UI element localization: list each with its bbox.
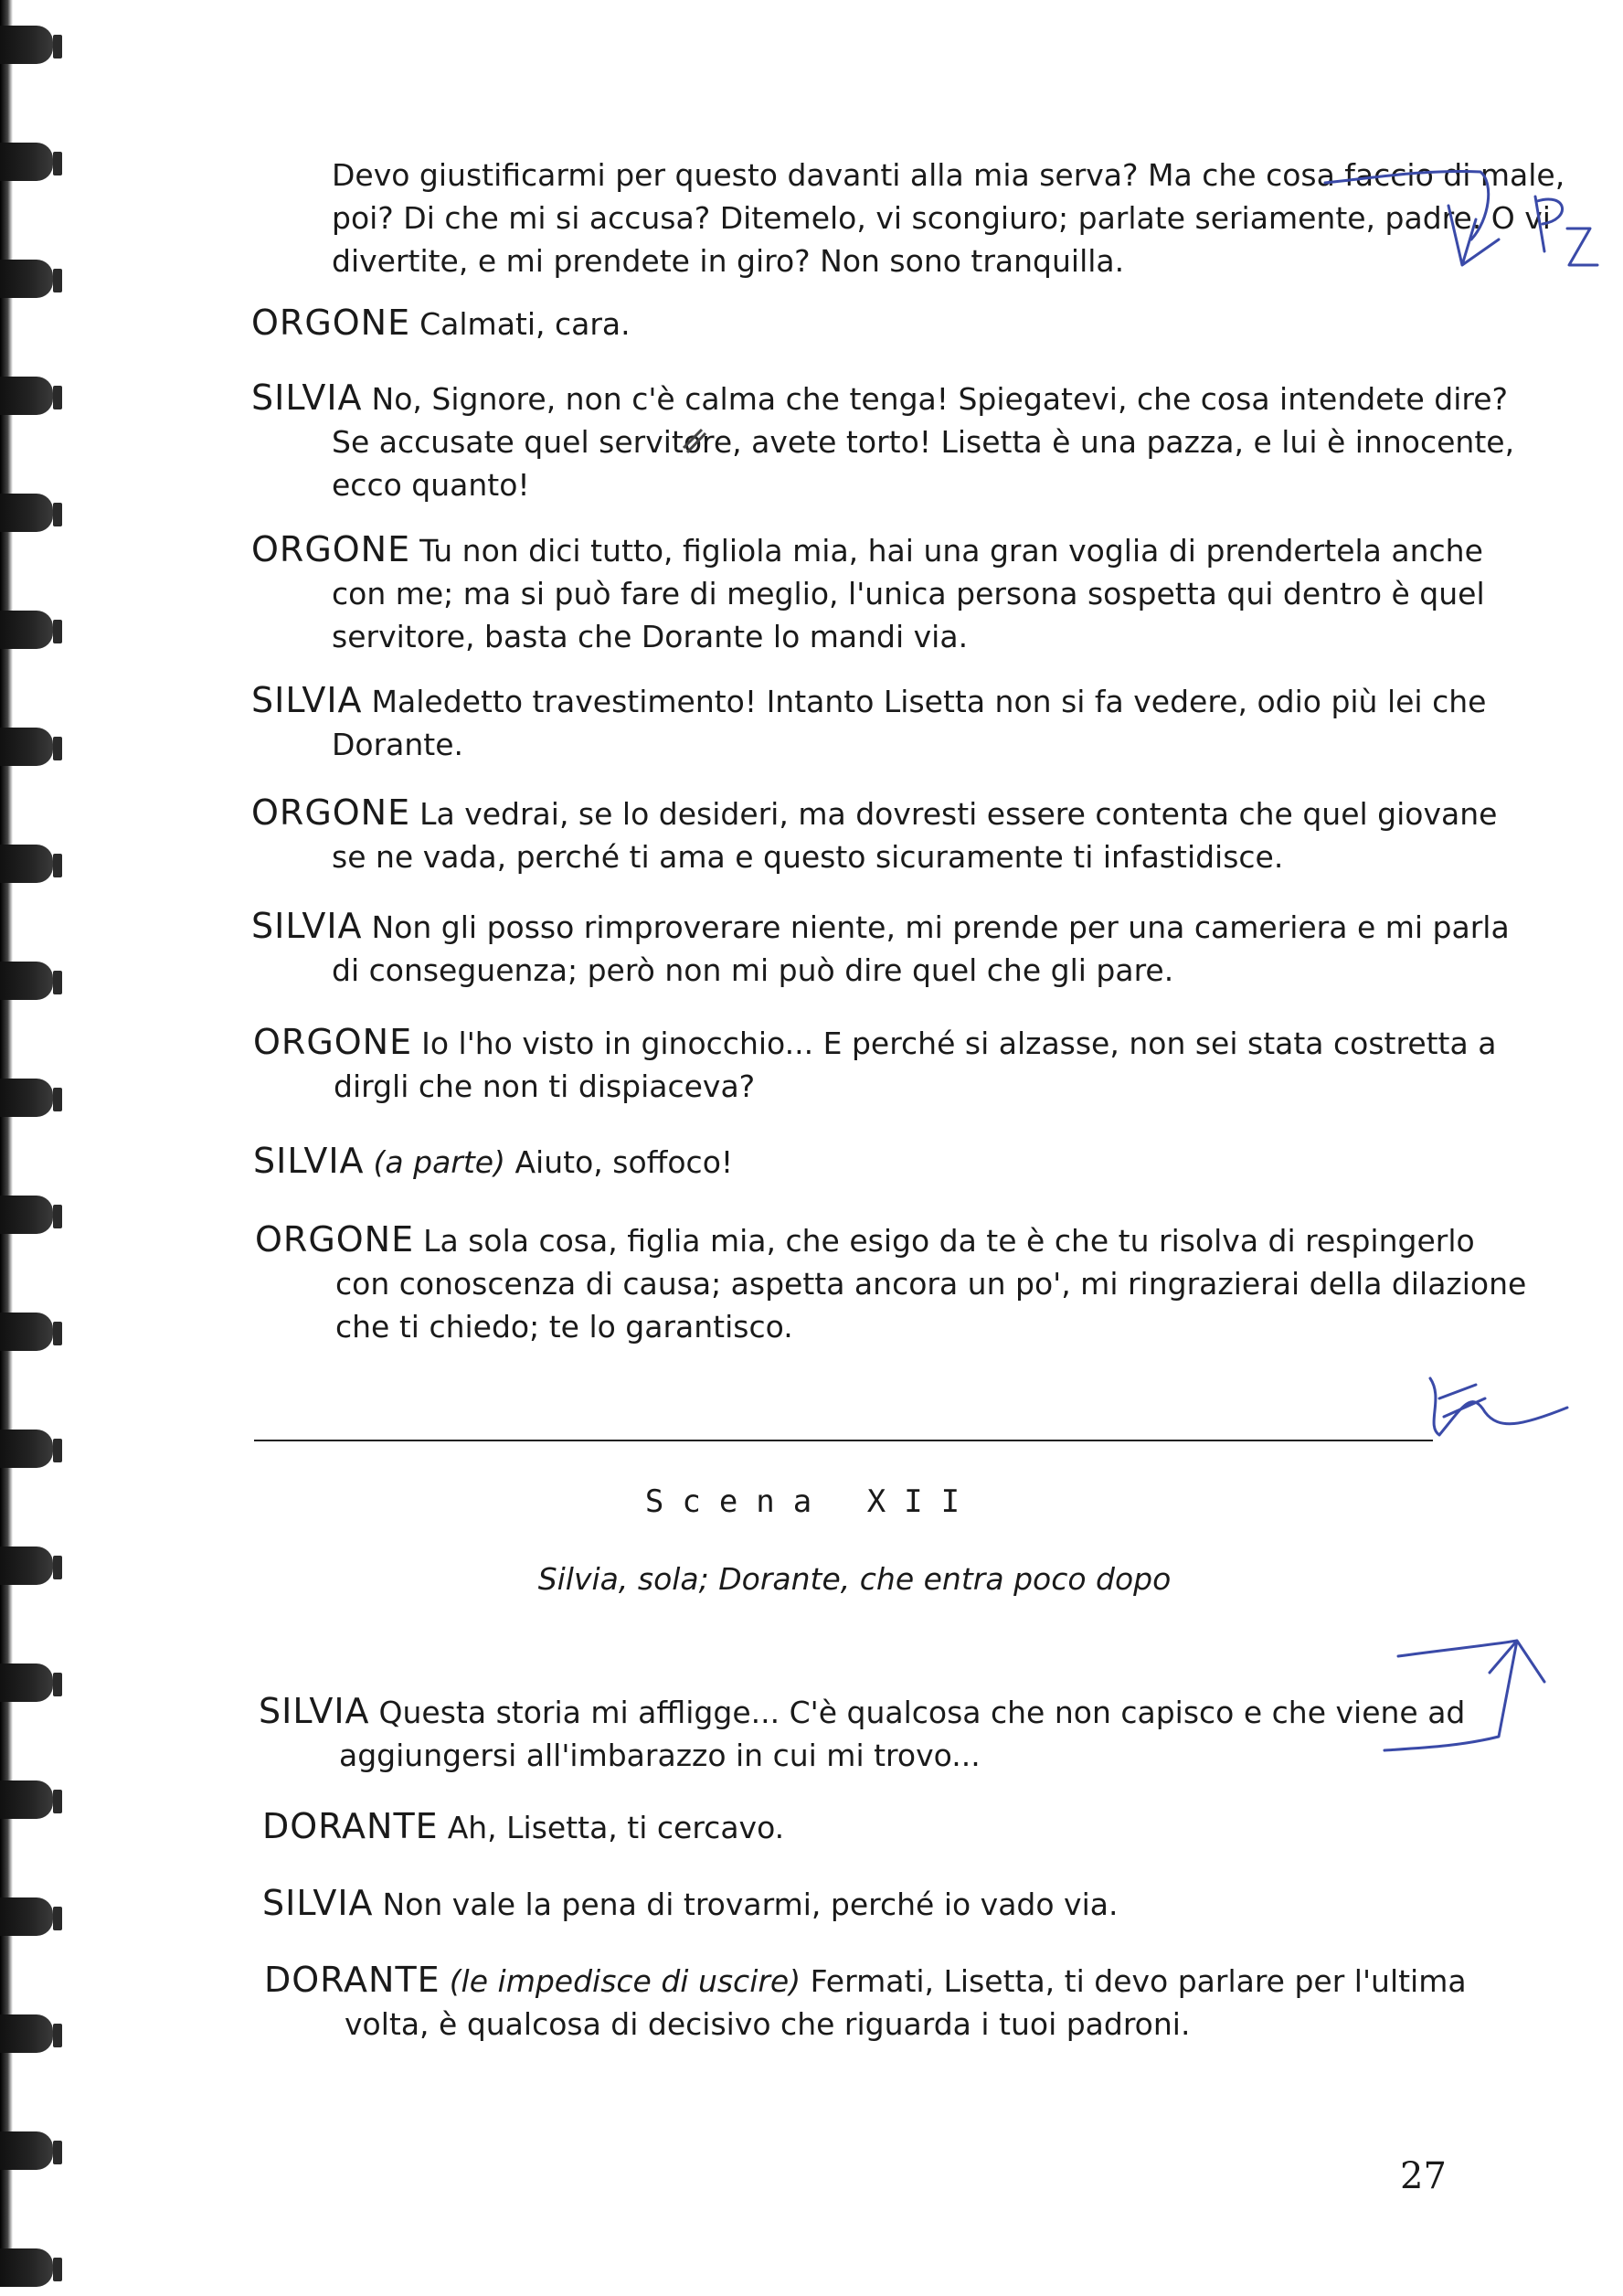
speech-line: Dorante. xyxy=(332,727,464,762)
speech-text: Aiuto, soffoco! xyxy=(514,1144,734,1180)
binding-loop xyxy=(0,1196,53,1234)
binding-hole xyxy=(53,620,62,643)
binding-ring xyxy=(0,1664,64,1711)
speech-text: Tu non dici tutto, figliola mia, hai una gran voglia di prendertela anche xyxy=(419,533,1483,569)
speech-line: che ti chiedo; te lo garantisco. xyxy=(335,1309,793,1345)
binding-hole xyxy=(53,971,62,994)
speech-text: La vedrai, se lo desideri, ma dovresti essere contenta che quel giovane xyxy=(419,796,1498,832)
speech-line: se ne vada, perché ti ama e questo sicuramente ti infastidisce. xyxy=(332,839,1284,875)
speaker-name: DORANTE xyxy=(262,1806,439,1846)
stage-direction: (a parte) xyxy=(373,1144,505,1180)
binding-ring xyxy=(0,611,64,658)
binding-hole xyxy=(53,269,62,292)
speech-text: No, Signore, non c'è calma che tenga! Spiegatevi, che cosa intendete dire? xyxy=(371,381,1509,417)
binding-ring xyxy=(0,1780,64,1828)
binding-loop xyxy=(0,611,53,649)
speaker-name: SILVIA xyxy=(262,1883,374,1923)
speech-line: di conseguenza; però non mi può dire quel che gli pare. xyxy=(332,952,1174,988)
speech-continuation xyxy=(251,154,1565,282)
speech-orgone xyxy=(255,1218,1526,1348)
speaker-name: SILVIA xyxy=(259,1691,370,1731)
binding-hole xyxy=(53,1439,62,1462)
speech-line: con me; ma si può fare di meglio, l'unica persona sospetta qui dentro è quel xyxy=(332,576,1485,611)
scene-subtitle: Silvia, sola; Dorante, che entra poco dopo xyxy=(537,1561,1172,1597)
binding-ring xyxy=(0,845,64,892)
speech-line: poi? Di che mi si accusa? Ditemelo, vi scongiuro; parlate seriamente, padre. O vi xyxy=(332,200,1551,236)
scene-title: Scena XII xyxy=(644,1483,979,1520)
speech-text: Io l'ho visto in ginocchio... E perché si alzasse, non sei stata costretta a xyxy=(421,1026,1497,1061)
binding-hole xyxy=(53,1673,62,1696)
binding-loop xyxy=(0,377,53,415)
speech-silvia xyxy=(251,377,1514,506)
speech-silvia xyxy=(251,679,1486,766)
speech-line: Se accusate quel servitore, avete torto! Lisetta è una pazza, e lui è innocente, xyxy=(332,424,1515,460)
speaker-name: ORGONE xyxy=(253,1022,413,1062)
binding-loop xyxy=(0,1430,53,1468)
binding-loop xyxy=(0,1313,53,1351)
binding-loop xyxy=(0,728,53,766)
speech-dorante xyxy=(264,1959,1467,2046)
speaker-name: SILVIA xyxy=(251,377,363,418)
speech-silvia xyxy=(262,1882,1118,1926)
binding-loop xyxy=(0,845,53,883)
binding-loop xyxy=(0,494,53,532)
page-number: 27 xyxy=(1400,2155,1447,2197)
spiral-binding xyxy=(0,0,73,2285)
binding-hole xyxy=(53,1790,62,1813)
binding-ring xyxy=(0,260,64,307)
binding-hole xyxy=(53,35,62,58)
speaker-name: SILVIA xyxy=(251,906,363,946)
binding-loop xyxy=(0,143,53,181)
speech-text: Maledetto travestimento! Intanto Lisetta non si fa vedere, odio più lei che xyxy=(371,684,1487,719)
binding-ring xyxy=(0,1313,64,1360)
speech-line: Devo giustificarmi per questo davanti alla mia serva? Ma che cosa faccio di male, xyxy=(332,157,1565,193)
speaker-name: SILVIA xyxy=(253,1141,365,1181)
speech-text: Questa storia mi affligge... C'è qualcosa che non capisco e che viene ad xyxy=(378,1695,1466,1730)
speaker-name: ORGONE xyxy=(251,303,411,343)
binding-loop xyxy=(0,1079,53,1117)
binding-hole xyxy=(53,2258,62,2281)
binding-loop xyxy=(0,2131,53,2170)
binding-loop xyxy=(0,2248,53,2287)
binding-ring xyxy=(0,728,64,775)
scene-divider xyxy=(254,1440,1433,1441)
speech-text: Fermati, Lisetta, ti devo parlare per l'ultima xyxy=(810,1963,1467,1999)
annotation-letter-z xyxy=(1567,229,1597,265)
binding-ring xyxy=(0,377,64,424)
speech-line: volta, è qualcosa di decisivo che riguarda i tuoi padroni. xyxy=(345,2006,1191,2042)
binding-hole xyxy=(53,1322,62,1345)
binding-loop xyxy=(0,26,53,64)
binding-hole xyxy=(53,2024,62,2047)
binding-ring xyxy=(0,1897,64,1945)
binding-hole xyxy=(53,503,62,526)
stage-direction: (le impedisce di uscire) xyxy=(449,1963,801,1999)
speaker-name: ORGONE xyxy=(255,1219,415,1260)
binding-hole xyxy=(53,152,62,175)
binding-loop xyxy=(0,1664,53,1702)
speech-silvia xyxy=(253,1140,733,1184)
binding-ring xyxy=(0,2014,64,2062)
binding-ring xyxy=(0,2248,64,2296)
speech-text: Non gli posso rimproverare niente, mi prende per una cameriera e mi parla xyxy=(371,909,1510,945)
speech-silvia xyxy=(251,905,1510,992)
binding-loop xyxy=(0,260,53,298)
binding-loop xyxy=(0,2014,53,2053)
speech-line: dirgli che non ti dispiaceva? xyxy=(334,1068,756,1104)
binding-loop xyxy=(0,962,53,1000)
speech-line: aggiungersi all'imbarazzo in cui mi trovo... xyxy=(339,1738,981,1773)
speech-orgone xyxy=(251,528,1485,658)
binding-loop xyxy=(0,1897,53,1936)
speech-line: divertite, e mi prendete in giro? Non sono tranquilla. xyxy=(332,243,1125,279)
speech-text: Non vale la pena di trovarmi, perché io vado via. xyxy=(382,1887,1119,1922)
speech-dorante xyxy=(262,1805,784,1849)
binding-ring xyxy=(0,26,64,73)
speaker-name: DORANTE xyxy=(264,1960,440,2000)
binding-hole xyxy=(53,854,62,877)
speech-orgone xyxy=(251,792,1497,878)
binding-hole xyxy=(53,386,62,409)
annotation-scribble xyxy=(1439,1385,1485,1417)
speaker-name: SILVIA xyxy=(251,680,363,720)
binding-hole xyxy=(53,1088,62,1111)
speech-text: Ah, Lisetta, ti cercavo. xyxy=(447,1810,785,1845)
speech-orgone xyxy=(251,302,631,345)
binding-hole xyxy=(53,1205,62,1228)
binding-ring xyxy=(0,962,64,1009)
speaker-name: ORGONE xyxy=(251,792,411,833)
binding-hole xyxy=(53,1907,62,1930)
speaker-name: ORGONE xyxy=(251,529,411,569)
annotation-signature-mark xyxy=(1430,1378,1567,1435)
binding-hole xyxy=(53,2141,62,2164)
speech-line: ecco quanto! xyxy=(332,467,530,503)
speech-silvia xyxy=(259,1690,1465,1777)
binding-ring xyxy=(0,494,64,541)
speech-line: servitore, basta che Dorante lo mandi via. xyxy=(332,619,969,654)
speech-orgone xyxy=(253,1021,1496,1108)
speech-text: La sola cosa, figlia mia, che esigo da te è che tu risolva di respingerlo xyxy=(423,1223,1475,1259)
binding-ring xyxy=(0,1079,64,1126)
binding-ring xyxy=(0,1196,64,1243)
binding-ring xyxy=(0,143,64,190)
binding-ring xyxy=(0,1430,64,1477)
binding-ring xyxy=(0,2131,64,2179)
speech-text: Calmati, cara. xyxy=(419,306,631,342)
speech-line: con conoscenza di causa; aspetta ancora un po', mi ringrazierai della dilazione xyxy=(335,1266,1527,1302)
binding-hole xyxy=(53,737,62,760)
binding-loop xyxy=(0,1780,53,1819)
